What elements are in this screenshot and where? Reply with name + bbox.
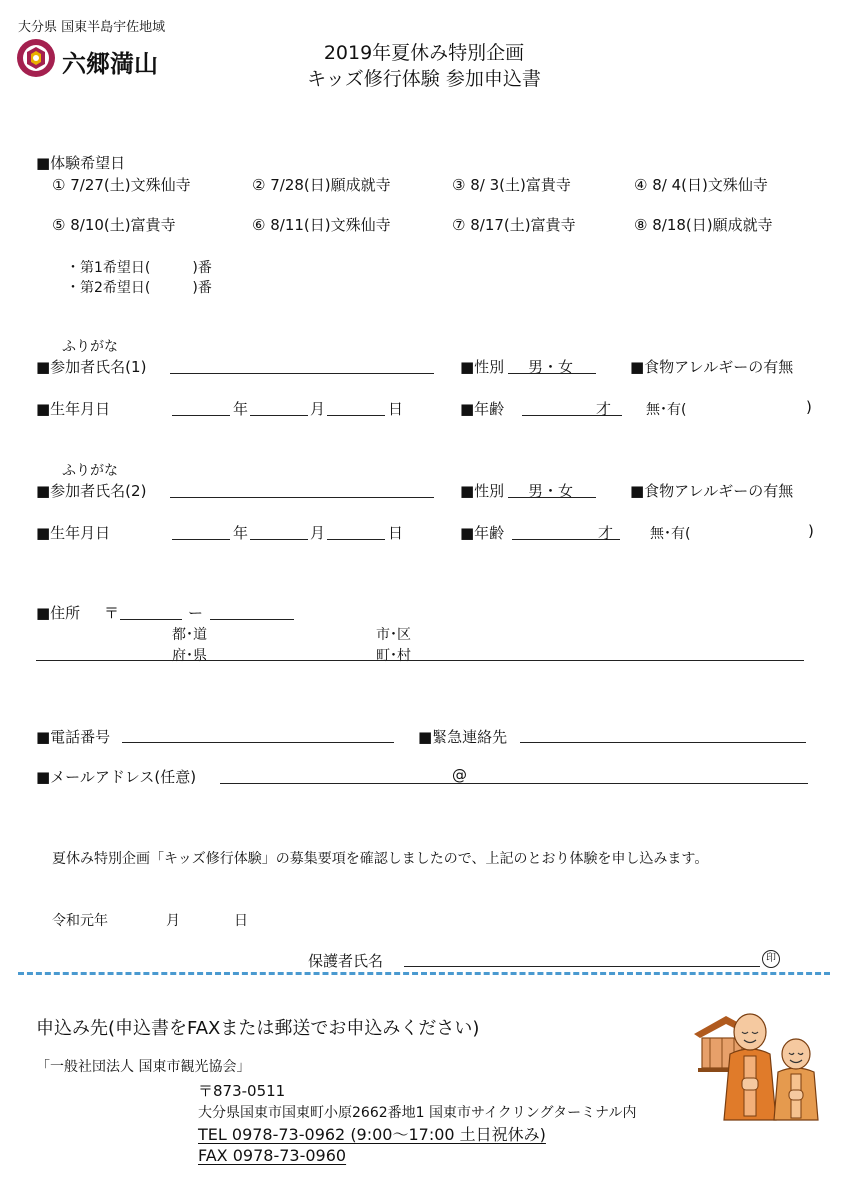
guardian-label: 保護者氏名 xyxy=(308,952,384,970)
seal-mark: 印 xyxy=(762,950,780,968)
second-choice-field[interactable]: ・第2希望日( )番 xyxy=(66,280,212,296)
participant1-birth-year-field[interactable] xyxy=(172,415,230,416)
consent-day-label: 日 xyxy=(234,913,248,929)
pref-label-bottom: 府･県 xyxy=(172,648,207,664)
address-label: ■住所 xyxy=(36,604,81,622)
participant2-age-label: ■年齢 xyxy=(460,524,505,542)
participant2-year-unit: 年 xyxy=(233,524,249,542)
section-divider xyxy=(18,972,830,975)
participant2-birth-label: ■生年月日 xyxy=(36,524,111,542)
participant1-allergy-options[interactable]: 無･有( xyxy=(646,402,687,418)
logo-name: 六郷満山 xyxy=(62,49,158,78)
date-option-7[interactable]: ⑦ 8/17(土)富貴寺 xyxy=(452,216,576,234)
date-option-1[interactable]: ① 7/27(土)文殊仙寺 xyxy=(52,176,191,194)
participant2-birth-month-field[interactable] xyxy=(250,539,308,540)
participant2-month-unit: 月 xyxy=(310,524,326,542)
phone-field[interactable] xyxy=(122,742,394,743)
monk-large-icon xyxy=(724,1014,776,1120)
apply-address: 大分県国東市国東町小原2662番地1 国東市サイクリングターミナル内 xyxy=(198,1105,637,1121)
logo-emblem-icon xyxy=(16,38,56,78)
participant1-year-unit: 年 xyxy=(233,400,249,418)
pref-label-top: 都･道 xyxy=(172,627,207,643)
org-label: 大分県 国東半島宇佐地域 xyxy=(18,20,166,35)
postal-code-second-field[interactable] xyxy=(210,619,294,620)
participant1-gender-options[interactable]: 男・女 xyxy=(528,358,574,376)
phone-label: ■電話番号 xyxy=(36,728,111,746)
email-label: ■メールアドレス(任意) xyxy=(36,768,197,786)
participant1-day-unit: 日 xyxy=(388,400,404,418)
date-option-8[interactable]: ⑧ 8/18(日)願成就寺 xyxy=(634,216,773,234)
participant2-gender-label: ■性別 xyxy=(460,482,505,500)
participant1-name-field[interactable] xyxy=(170,373,434,374)
apply-heading: 申込み先(申込書をFAXまたは郵送でお申込みください) xyxy=(36,1018,480,1039)
participant2-gender-options[interactable]: 男・女 xyxy=(528,482,574,500)
monk-small-icon xyxy=(774,1039,818,1120)
participant2-name-field[interactable] xyxy=(170,497,434,498)
date-option-4[interactable]: ④ 8/ 4(日)文殊仙寺 xyxy=(634,176,768,194)
date-option-5[interactable]: ⑤ 8/10(土)富貴寺 xyxy=(52,216,176,234)
apply-postal: 〒873-0511 xyxy=(198,1082,286,1100)
participant1-gender-label: ■性別 xyxy=(460,358,505,376)
dates-heading: ■体験希望日 xyxy=(36,154,126,172)
email-at-sign: @ xyxy=(452,766,467,784)
participant2-birth-year-field[interactable] xyxy=(172,539,230,540)
participant2-allergy-close: ) xyxy=(808,522,814,540)
participant1-birth-label: ■生年月日 xyxy=(36,400,111,418)
date-option-6[interactable]: ⑥ 8/11(日)文殊仙寺 xyxy=(252,216,391,234)
apply-fax[interactable]: FAX 0978-73-0960 xyxy=(198,1146,347,1165)
furigana-label-2: ふりがな xyxy=(62,463,118,479)
address-field[interactable] xyxy=(36,660,804,661)
furigana-label-1: ふりがな xyxy=(62,339,118,355)
form-title-line1: 2019年夏休み特別企画 xyxy=(323,42,525,64)
emergency-field[interactable] xyxy=(520,742,806,743)
participant2-birth-day-field[interactable] xyxy=(327,539,385,540)
participant2-allergy-label: ■食物アレルギーの有無 xyxy=(630,482,794,500)
participant1-birth-day-field[interactable] xyxy=(327,415,385,416)
participant2-name-label: ■参加者氏名(2) xyxy=(36,482,147,500)
email-field[interactable] xyxy=(220,783,808,784)
era-year-label: 令和元年 xyxy=(52,913,108,929)
participant1-gender-line xyxy=(508,373,596,374)
participant1-age-label: ■年齢 xyxy=(460,400,505,418)
consent-month-label: 月 xyxy=(166,913,180,929)
participant1-allergy-label: ■食物アレルギーの有無 xyxy=(630,358,794,376)
first-choice-field[interactable]: ・第1希望日( )番 xyxy=(66,260,212,276)
postal-code-first-field[interactable] xyxy=(120,619,182,620)
form-title-line2: キッズ修行体験 参加申込書 xyxy=(307,68,541,90)
date-option-2[interactable]: ② 7/28(日)願成就寺 xyxy=(252,176,391,194)
date-option-3[interactable]: ③ 8/ 3(土)富貴寺 xyxy=(452,176,571,194)
participant1-birth-month-field[interactable] xyxy=(250,415,308,416)
city-label-bottom: 町･村 xyxy=(376,648,411,664)
emergency-label: ■緊急連絡先 xyxy=(418,728,508,746)
participant2-allergy-options[interactable]: 無･有( xyxy=(650,526,691,542)
postal-mark: 〒 xyxy=(104,604,120,622)
apply-org: 「一般社団法人 国東市観光協会」 xyxy=(36,1059,251,1075)
guardian-name-field[interactable] xyxy=(404,966,760,967)
monk-illustration xyxy=(690,996,830,1128)
participant2-day-unit: 日 xyxy=(388,524,404,542)
postal-dash: ー xyxy=(188,604,204,622)
participant1-name-label: ■参加者氏名(1) xyxy=(36,358,147,376)
participant1-age-unit: 才 xyxy=(596,400,612,418)
apply-tel[interactable]: TEL 0978-73-0962 (9:00～17:00 土日祝休み) xyxy=(198,1125,546,1144)
consent-text: 夏休み特別企画「キッズ修行体験」の募集要項を確認しましたので、上記のとおり体験を申し込みます。 xyxy=(52,851,709,867)
participant2-age-unit: 才 xyxy=(598,524,614,542)
participant1-allergy-close: ) xyxy=(806,398,812,416)
participant1-month-unit: 月 xyxy=(310,400,326,418)
participant2-gender-line xyxy=(508,497,596,498)
city-label-top: 市･区 xyxy=(376,627,411,643)
